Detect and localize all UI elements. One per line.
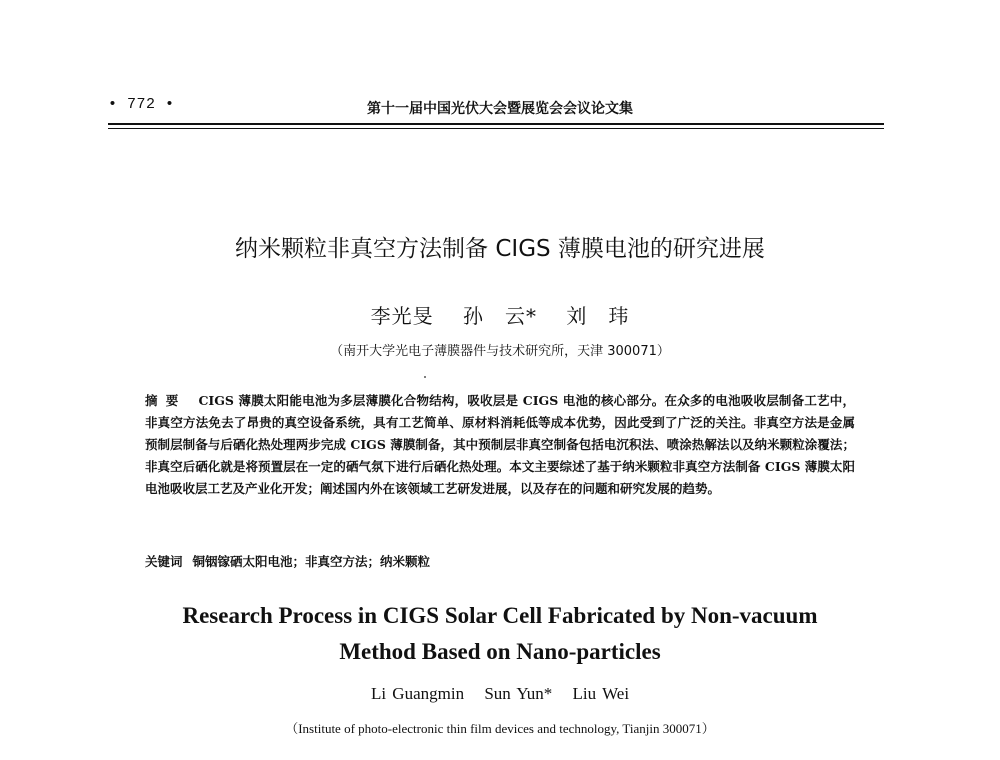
title-chinese: 纳米颗粒非真空方法制备 CIGS 薄膜电池的研究进展 [235, 236, 765, 262]
author-en-3: Liu Wei [572, 684, 630, 703]
authors-english [0, 684, 1000, 704]
title-english-line-2: Method Based on Nano-particles [339, 639, 661, 664]
author-en-2: Sun Yun* [484, 684, 553, 703]
header-rule-thick [108, 123, 884, 125]
authors-chinese [0, 300, 1000, 329]
author-en-1: Li Guangmin [370, 684, 465, 703]
title-english-line-1: Research Process in CIGS Solar Cell Fabricated by Non-vacuum [182, 603, 818, 628]
author-zh-3: 刘 玮 [566, 304, 630, 328]
running-head: 第十一届中国光伏大会暨展览会会议论文集 [367, 101, 633, 117]
keywords-label: 关键词 [145, 554, 183, 569]
header-rule-thin [108, 128, 884, 129]
speck-dot [424, 376, 426, 378]
author-zh-1: 李光旻 [370, 304, 434, 328]
abstract [145, 390, 855, 500]
abstract-label: 摘要 [145, 393, 187, 408]
author-zh-2: 孙 云* [463, 304, 537, 328]
affiliation-english: （Institute of photo-electronic thin film devices and technology, Tianjin 300071） [285, 721, 715, 736]
page-number: • 772 • [108, 96, 175, 113]
affiliation-chinese: （南开大学光电子薄膜器件与技术研究所，天津 300071） [330, 344, 670, 359]
keywords [145, 552, 855, 570]
keywords-text: 铜铟镓硒太阳电池；非真空方法；纳米颗粒 [192, 554, 431, 569]
title-english [0, 598, 1000, 670]
abstract-text: CIGS 薄膜太阳能电池为多层薄膜化合物结构，吸收层是 CIGS 电池的核心部分。在众多的电池吸收层制备工艺中，非真空方法免去了昂贵的真空设备系统，具有工艺简单、原材料消耗低等成本优势，因此受到了广泛的关注。非真空方法是金属预制层制备与后硒化热处理两步完成 CIGS 薄膜制备，其中预制层非真空制备包括电沉积法、喷涂热解法以及纳米颗粒涂覆法；非真空后硒化就是将预置层在一定的硒气氛下进行后硒化热处理。本文主要综述了基于纳米颗粒非真空方法制备 CIGS 薄膜太阳电池吸收层工艺及产业化开发；阐述国内外在该领域工艺研发进展，以及存在的问题和研究发展的趋势。 [145, 393, 855, 496]
